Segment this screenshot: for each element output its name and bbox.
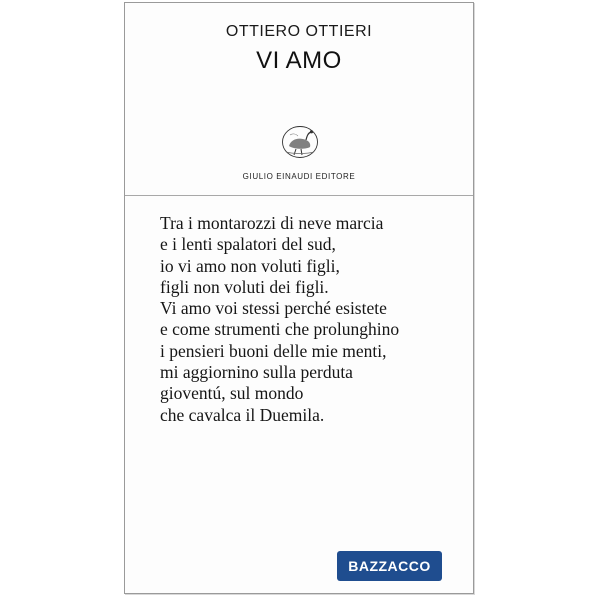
poem-line: e come strumenti che prolunghino <box>160 319 400 340</box>
author-name: OTTIERO OTTIERI <box>225 23 373 40</box>
poem-line: gioventú, sul mondo <box>160 383 304 404</box>
poem-line: Tra i montarozzi di neve marcia <box>160 213 384 233</box>
poem-line: figli non voluti dei figli. <box>160 276 329 297</box>
ostrich-emblem-icon <box>281 125 319 159</box>
poem-line: che cavalca il Duemila. <box>160 404 325 425</box>
poem-line: Vi amo voi stessi perché esistete <box>160 298 387 319</box>
book-title: VI AMO <box>256 47 342 74</box>
poem-line: i pensieri buoni delle mie menti, <box>160 340 387 361</box>
cover-divider <box>125 195 473 196</box>
poem-line: mi aggiornino sulla perduta <box>160 362 353 383</box>
poem-line: io vi amo non voluti figli, <box>160 255 340 276</box>
seller-badge[interactable]: BAZZACCO <box>337 551 442 581</box>
poem-line: e i lenti spalatori del sud, <box>160 234 336 255</box>
book-cover <box>124 2 474 594</box>
publisher-name: GIULIO EINAUDI EDITORE <box>242 172 356 181</box>
poem-text <box>160 213 460 426</box>
